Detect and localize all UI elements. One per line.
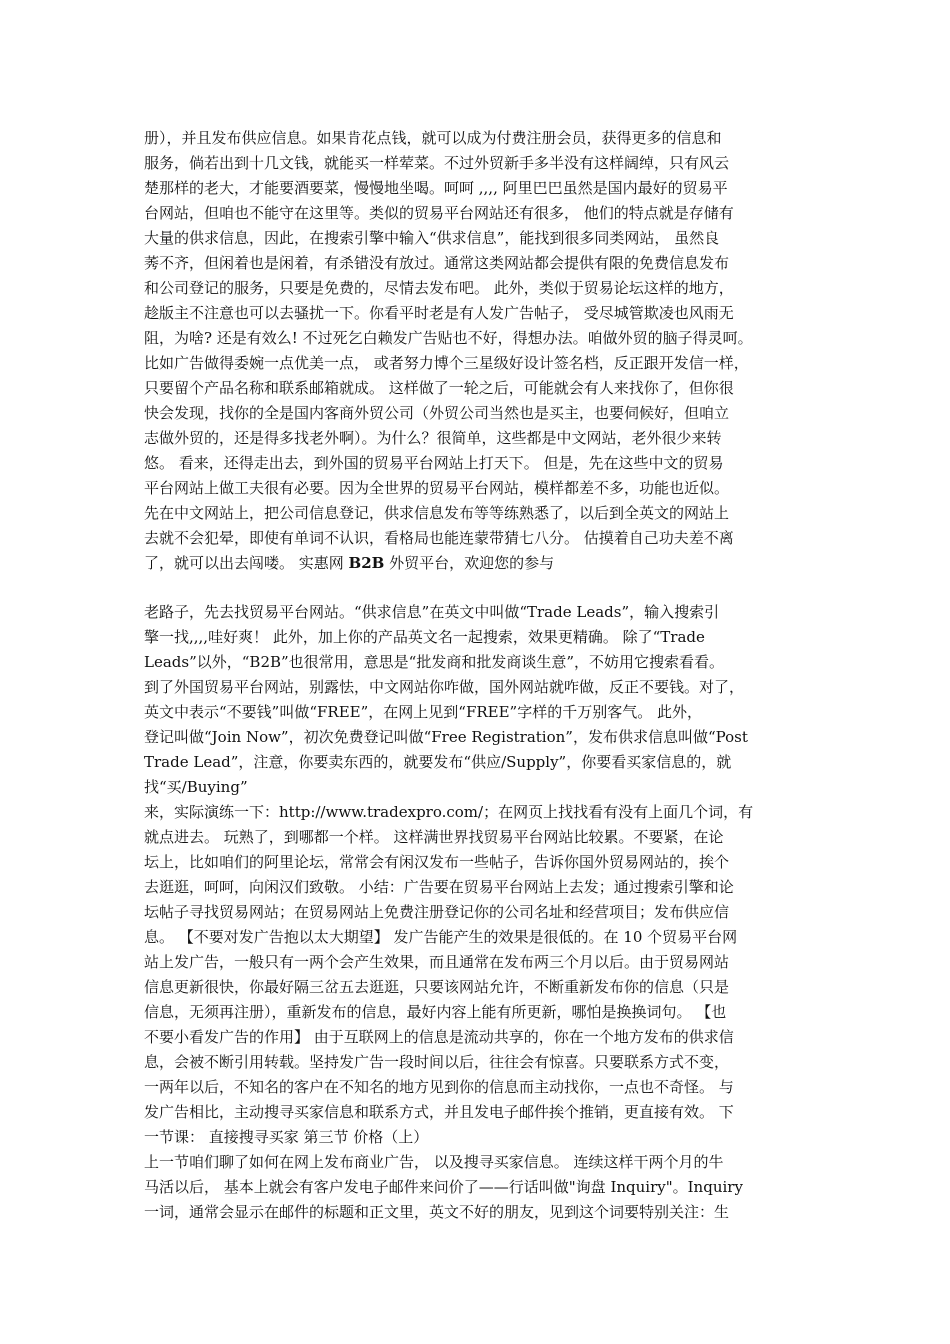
text-line: 找“买/Buying” <box>144 778 248 796</box>
text-line: Trade Lead”，注意，你要卖东西的，就要发布“供应/Supply”，你要看买家信息的，就 <box>144 753 732 771</box>
text-line: 先在中文网站上，把公司信息登记，供求信息发布等等练熟悉了，以后到全英文的网站上 <box>144 504 730 522</box>
text-line: 英文中表示“不要钱”叫做“FREE”，在网上见到“FREE”字样的千万别客气。 此外， <box>144 703 702 721</box>
line-text: 外贸平台，欢迎您的参与 <box>384 554 555 572</box>
text-line: 发广告相比，主动搜寻买家信息和联系方式，并且发电子邮件挨个推销，更直接有效。 下 <box>144 1103 734 1121</box>
text-line: 志做外贸的，还是得多找老外啊）。为什么？很简单，这些都是中文网站，老外很少来转 <box>144 429 722 447</box>
line-text: 了，就可以出去闯喽。 实惠网 <box>144 554 349 572</box>
text-line: Leads”以外，“B2B”也很常用，意思是“批发商和批发商谈生意”，不妨用它搜索看看。 <box>144 653 725 671</box>
text-line: 坛上，比如咱们的阿里论坛，常常会有闲汉发布一些帖子，告诉你国外贸易网站的，挨个 <box>144 853 730 871</box>
text-line: 平台网站上做工夫很有必要。因为全世界的贸易平台网站，模样都差不多，功能也近似。 <box>144 479 730 497</box>
text-line: 趁版主不注意也可以去骚扰一下。你看平时老是有人发广告帖子， 受尽城管欺凌也风雨无 <box>144 304 734 322</box>
text-line: 擎一找,,,,哇好爽！ 此外，加上你的产品英文名一起搜索，效果更精确。 除了“Trade <box>144 628 705 646</box>
text-line: 就点进去。 玩熟了，到哪都一个样。 这样满世界找贸易平台网站比较累。不要紧，在论 <box>144 828 724 846</box>
text-line: 到了外国贸易平台网站，别露怯，中文网站你咋做，国外网站就咋做，反正不要钱。对了， <box>144 678 745 696</box>
text-block-2 <box>144 600 824 1225</box>
text-line: 站上发广告，一般只有一两个会产生效果，而且通常在发布两三个月以后。由于贸易网站 <box>144 953 730 971</box>
text-line: 马活以后， 基本上就会有客户发电子邮件来问价了——行话叫做"询盘 Inquiry"。Inquiry <box>144 1178 743 1196</box>
text-line: 一节课： 直接搜寻买家 第三节 价格（上） <box>144 1128 429 1146</box>
text-line: 一词，通常会显示在邮件的标题和正文里，英文不好的朋友，见到这个词要特别关注：生 <box>144 1203 730 1221</box>
text-line: 息，会被不断引用转载。坚持发广告一段时间以后，往往会有惊喜。只要联系方式不变， <box>144 1053 730 1071</box>
text-line <box>144 551 824 576</box>
text-line: 坛帖子寻找贸易网站；在贸易网站上免费注册登记你的公司名址和经营项目；发布供应信 <box>144 903 730 921</box>
text-line: 服务，倘若出到十几文钱，就能买一样荤菜。不过外贸新手多半没有这样阔绰，只有风云 <box>144 154 730 172</box>
text-line: 去逛逛，呵呵，向闲汉们致敬。 小结：广告要在贸易平台网站上去发；通过搜索引擎和论 <box>144 878 734 896</box>
text-line: 和公司登记的服务，只要是免费的，尽情去发布吧。 此外，类似于贸易论坛这样的地方， <box>144 279 734 297</box>
text-line: 楚那样的老大，才能要酒要菜，慢慢地坐喝。呵呵 ,,,, 阿里巴巴虽然是国内最好的贸易平 <box>144 179 728 197</box>
text-line: 去就不会犯晕，即使有单词不认识，看格局也能连蒙带猜七八分。 估摸着自己功夫差不离 <box>144 529 734 547</box>
text-line: 大量的供求信息，因此，在搜索引擎中输入“供求信息”，能找到很多同类网站， 虽然良 <box>144 229 720 247</box>
text-line: 一两年以后，不知名的客户在不知名的地方见到你的信息而主动找你，一点也不奇怪。 与 <box>144 1078 734 1096</box>
text-line: 老路子，先去找贸易平台网站。“供求信息”在英文中叫做“Trade Leads”，输入搜索引 <box>144 603 720 621</box>
text-line: 来，实际演练一下：http://www.tradexpro.com/；在网页上找找看有没有上面几个词，有 <box>144 803 754 821</box>
text-line: 阻，为啥? 还是有效么! 不过死乞白赖发广告贴也不好，得想办法。咱做外贸的脑子得灵呵。 <box>144 329 753 347</box>
text-line: 信息更新很快，你最好隔三岔五去逛逛，只要该网站允许，不断重新发布你的信息（只是 <box>144 978 730 996</box>
text-line: 快会发现，找你的全是国内客商外贸公司（外贸公司当然也是买主，也要伺候好，但咱立 <box>144 404 730 422</box>
text-line: 比如广告做得委婉一点优美一点， 或者努力博个三星级好设计签名档，反正跟开发信一样， <box>144 354 749 372</box>
text-line: 信息，无须再注册），重新发布的信息，最好内容上能有所更新，哪怕是换换词句。 【也 <box>144 1003 727 1021</box>
text-line: 只要留个产品名称和联系邮箱就成。 这样做了一轮之后，可能就会有人来找你了，但你很 <box>144 379 734 397</box>
text-line: 息。 【不要对发广告抱以太大期望】 发广告能产生的效果是很低的。在 10 个贸易平台网 <box>144 928 738 946</box>
b2b-bold-text: B2B <box>348 554 385 572</box>
text-line: 登记叫做“Join Now”，初次免费登记叫做“Free Registration”，发布供求信息叫做“Post <box>144 728 748 746</box>
text-line: 不要小看发广告的作用】 由于互联网上的信息是流动共享的，你在一个地方发布的供求信 <box>144 1028 734 1046</box>
text-line: 莠不齐，但闲着也是闲着，有杀错没有放过。通常这类网站都会提供有限的免费信息发布 <box>144 254 730 272</box>
text-block-1 <box>144 126 824 576</box>
text-line: 悠。 看来，还得走出去，到外国的贸易平台网站上打天下。 但是，先在这些中文的贸易 <box>144 454 724 472</box>
text-line: 台网站，但咱也不能守在这里等。类似的贸易平台网站还有很多， 他们的特点就是存储有 <box>144 204 734 222</box>
text-line: 册），并且发布供应信息。如果肯花点钱，就可以成为付费注册会员，获得更多的信息和 <box>144 129 722 147</box>
text-line: 上一节咱们聊了如何在网上发布商业广告， 以及搜寻买家信息。 连续这样干两个月的牛 <box>144 1153 724 1171</box>
